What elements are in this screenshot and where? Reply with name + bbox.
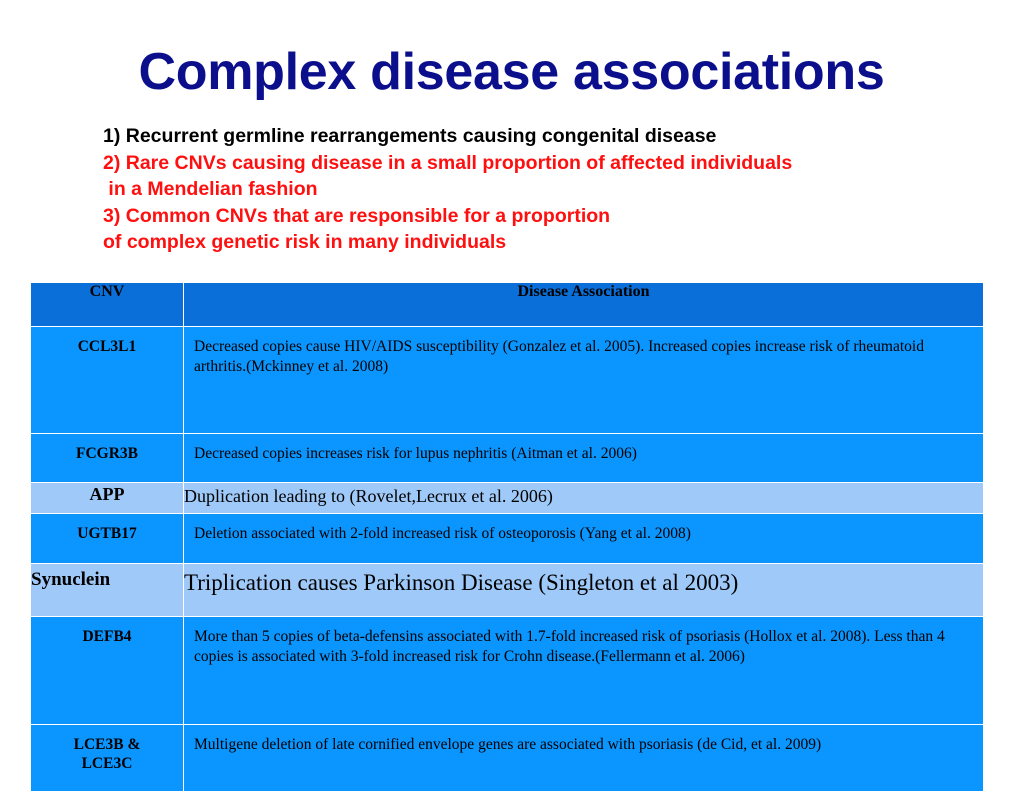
cnv-cell: APP (31, 483, 184, 514)
table-row (31, 564, 984, 617)
association-cell: Decreased copies increases risk for lupus nephritis (Aitman et al. 2006) (184, 434, 984, 483)
association-cell: Triplication causes Parkinson Disease (Singleton et al 2003) (184, 564, 984, 617)
cnv-disease-table (30, 282, 984, 792)
point-2: 2) Rare CNVs causing disease in a small proportion of affected individuals (103, 151, 793, 174)
association-cell: Decreased copies cause HIV/AIDS susceptibility (Gonzalez et al. 2005). Increased copies increase risk of rheumatoid arthritis.(Mckinney et al. 2008) (184, 327, 984, 434)
cnv-cell: LCE3B & LCE3C (31, 725, 184, 792)
header-disease-association: Disease Association (184, 283, 984, 327)
header-cnv: CNV (31, 283, 184, 327)
cnv-cell: Synuclein (31, 564, 184, 617)
cnv-cell: UGTB17 (31, 514, 184, 564)
table-row (31, 725, 984, 792)
table-header-row (31, 283, 984, 327)
slide-title: Complex disease associations (138, 43, 885, 101)
table-row (31, 514, 984, 564)
key-points (103, 123, 983, 256)
point-1: 1) Recurrent germline rearrangements causing congenital disease (103, 125, 717, 147)
association-cell: More than 5 copies of beta-defensins associated with 1.7-fold increased risk of psoriasis (Hollox et al. 2008). Less than 4 copies is associated with 3-fold increased risk for Crohn disease.(Fellermann et al. 2006) (184, 617, 984, 725)
table-row (31, 483, 984, 514)
association-cell: Duplication leading to (Rovelet,Lecrux et al. 2006) (184, 483, 984, 514)
table-row (31, 617, 984, 725)
table-row (31, 434, 984, 483)
cnv-cell: FCGR3B (31, 434, 184, 483)
cnv-cell: DEFB4 (31, 617, 184, 725)
point-3-continued: of complex genetic risk in many individuals (103, 231, 507, 253)
association-cell: Deletion associated with 2-fold increased risk of osteoporosis (Yang et al. 2008) (184, 514, 984, 564)
point-2-continued: in a Mendelian fashion (103, 178, 318, 200)
cnv-cell: CCL3L1 (31, 327, 184, 434)
association-cell: Multigene deletion of late cornified envelope genes are associated with psoriasis (de Cid, et al. 2009) (184, 725, 984, 792)
point-3: 3) Common CNVs that are responsible for a proportion (103, 204, 611, 227)
table-row (31, 327, 984, 434)
